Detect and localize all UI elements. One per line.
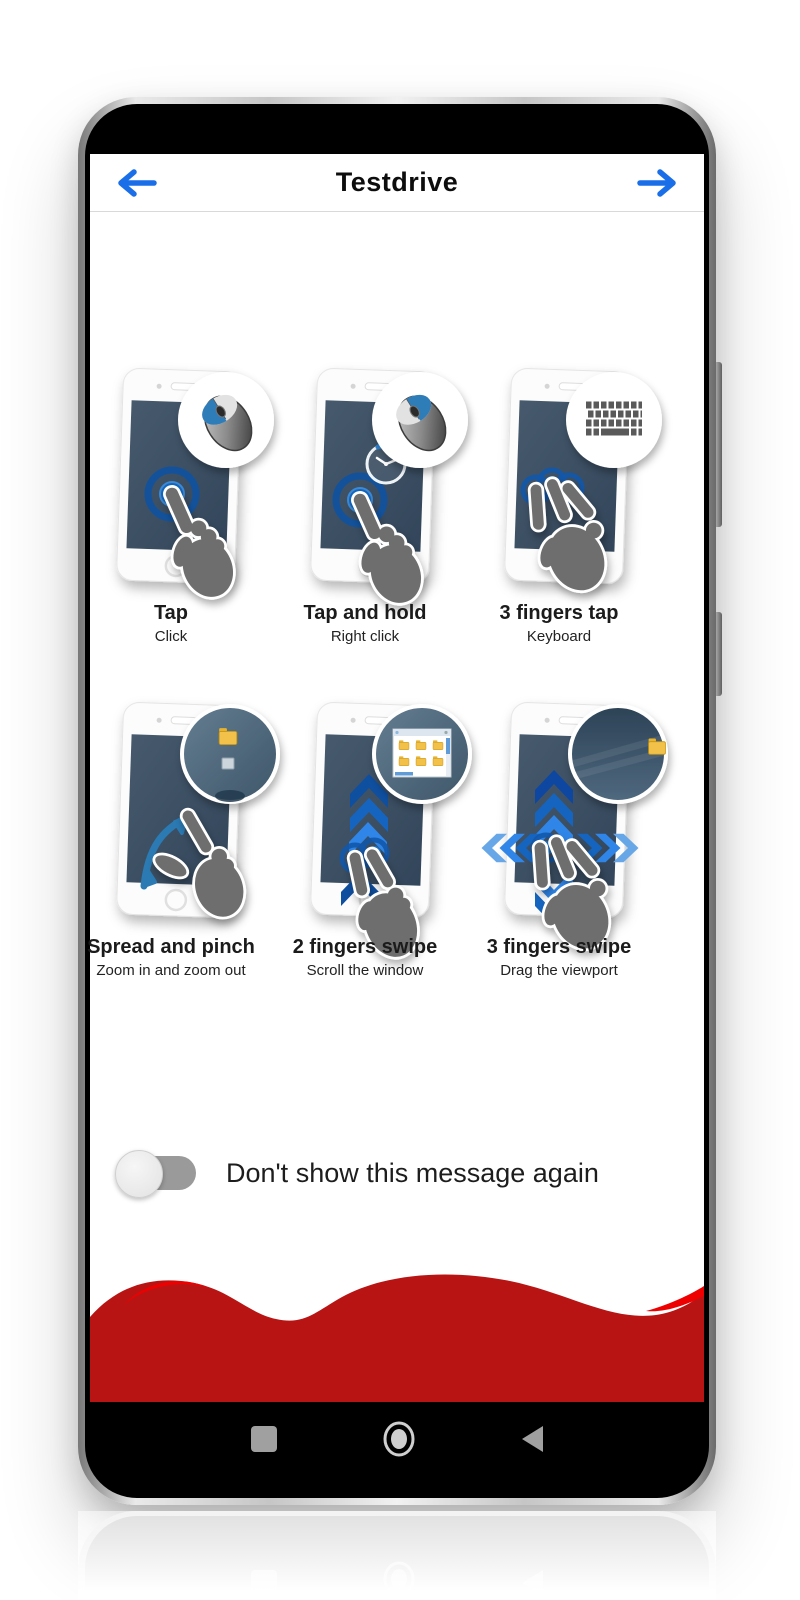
gesture-title: 3 fingers tap <box>499 602 619 624</box>
gesture-subtitle: Zoom in and zoom out <box>96 962 246 979</box>
gesture-title: Tap <box>153 602 189 624</box>
android-navbar <box>90 1402 704 1498</box>
gesture-card-tap-hold <box>268 362 462 662</box>
back-button[interactable] <box>519 1424 545 1454</box>
back-arrow-icon[interactable] <box>114 167 158 199</box>
gesture-card-2finger-swipe <box>268 696 462 996</box>
phone-bezel <box>85 104 709 1498</box>
home-button[interactable] <box>382 1420 416 1458</box>
gesture-title: 2 fingers swipe <box>292 936 438 958</box>
tap-hold-illustration <box>268 362 462 598</box>
gesture-title: Tap and hold <box>303 602 427 624</box>
dont-show-row <box>118 1156 684 1190</box>
three-finger-swipe-illustration <box>462 696 656 932</box>
gesture-title: 3 fingers swipe <box>486 936 632 958</box>
app-screen <box>87 154 704 1402</box>
three-finger-tap-illustration <box>462 362 656 598</box>
phone-frame <box>78 97 716 1505</box>
gesture-card-tap <box>85 362 268 662</box>
app-header <box>90 154 704 212</box>
gesture-card-pinch <box>85 696 268 996</box>
gesture-subtitle: Scroll the window <box>306 962 424 979</box>
gesture-grid <box>85 362 656 996</box>
gesture-card-3finger-tap <box>462 362 656 662</box>
gesture-subtitle: Click <box>154 628 188 645</box>
explorer-window-icon <box>374 706 470 802</box>
page-title: Testdrive <box>335 167 459 197</box>
toggle-knob[interactable] <box>115 1150 163 1198</box>
keyboard-icon <box>566 372 662 468</box>
pinch-illustration <box>85 696 268 932</box>
gesture-subtitle: Right click <box>330 628 400 645</box>
gesture-card-3finger-swipe <box>462 696 656 996</box>
mouse-right-click-icon <box>372 372 468 468</box>
toggle-label: Don't show this message again <box>226 1157 599 1188</box>
mouse-left-click-icon <box>178 372 274 468</box>
phone-reflection <box>78 1511 716 1600</box>
dont-show-toggle[interactable] <box>118 1156 196 1190</box>
tap-illustration <box>85 362 268 598</box>
recents-button[interactable] <box>249 1424 279 1454</box>
reflection-fade <box>78 1511 716 1600</box>
desktop-zoom-icon <box>182 706 278 802</box>
forward-arrow-icon[interactable] <box>636 167 680 199</box>
desktop-viewport-icon <box>570 706 666 802</box>
gesture-subtitle: Keyboard <box>526 628 592 645</box>
red-wave-decoration <box>90 1269 704 1402</box>
gesture-title: Spread and pinch <box>87 936 255 958</box>
two-finger-swipe-illustration <box>268 696 462 932</box>
gesture-subtitle: Drag the viewport <box>500 962 618 979</box>
